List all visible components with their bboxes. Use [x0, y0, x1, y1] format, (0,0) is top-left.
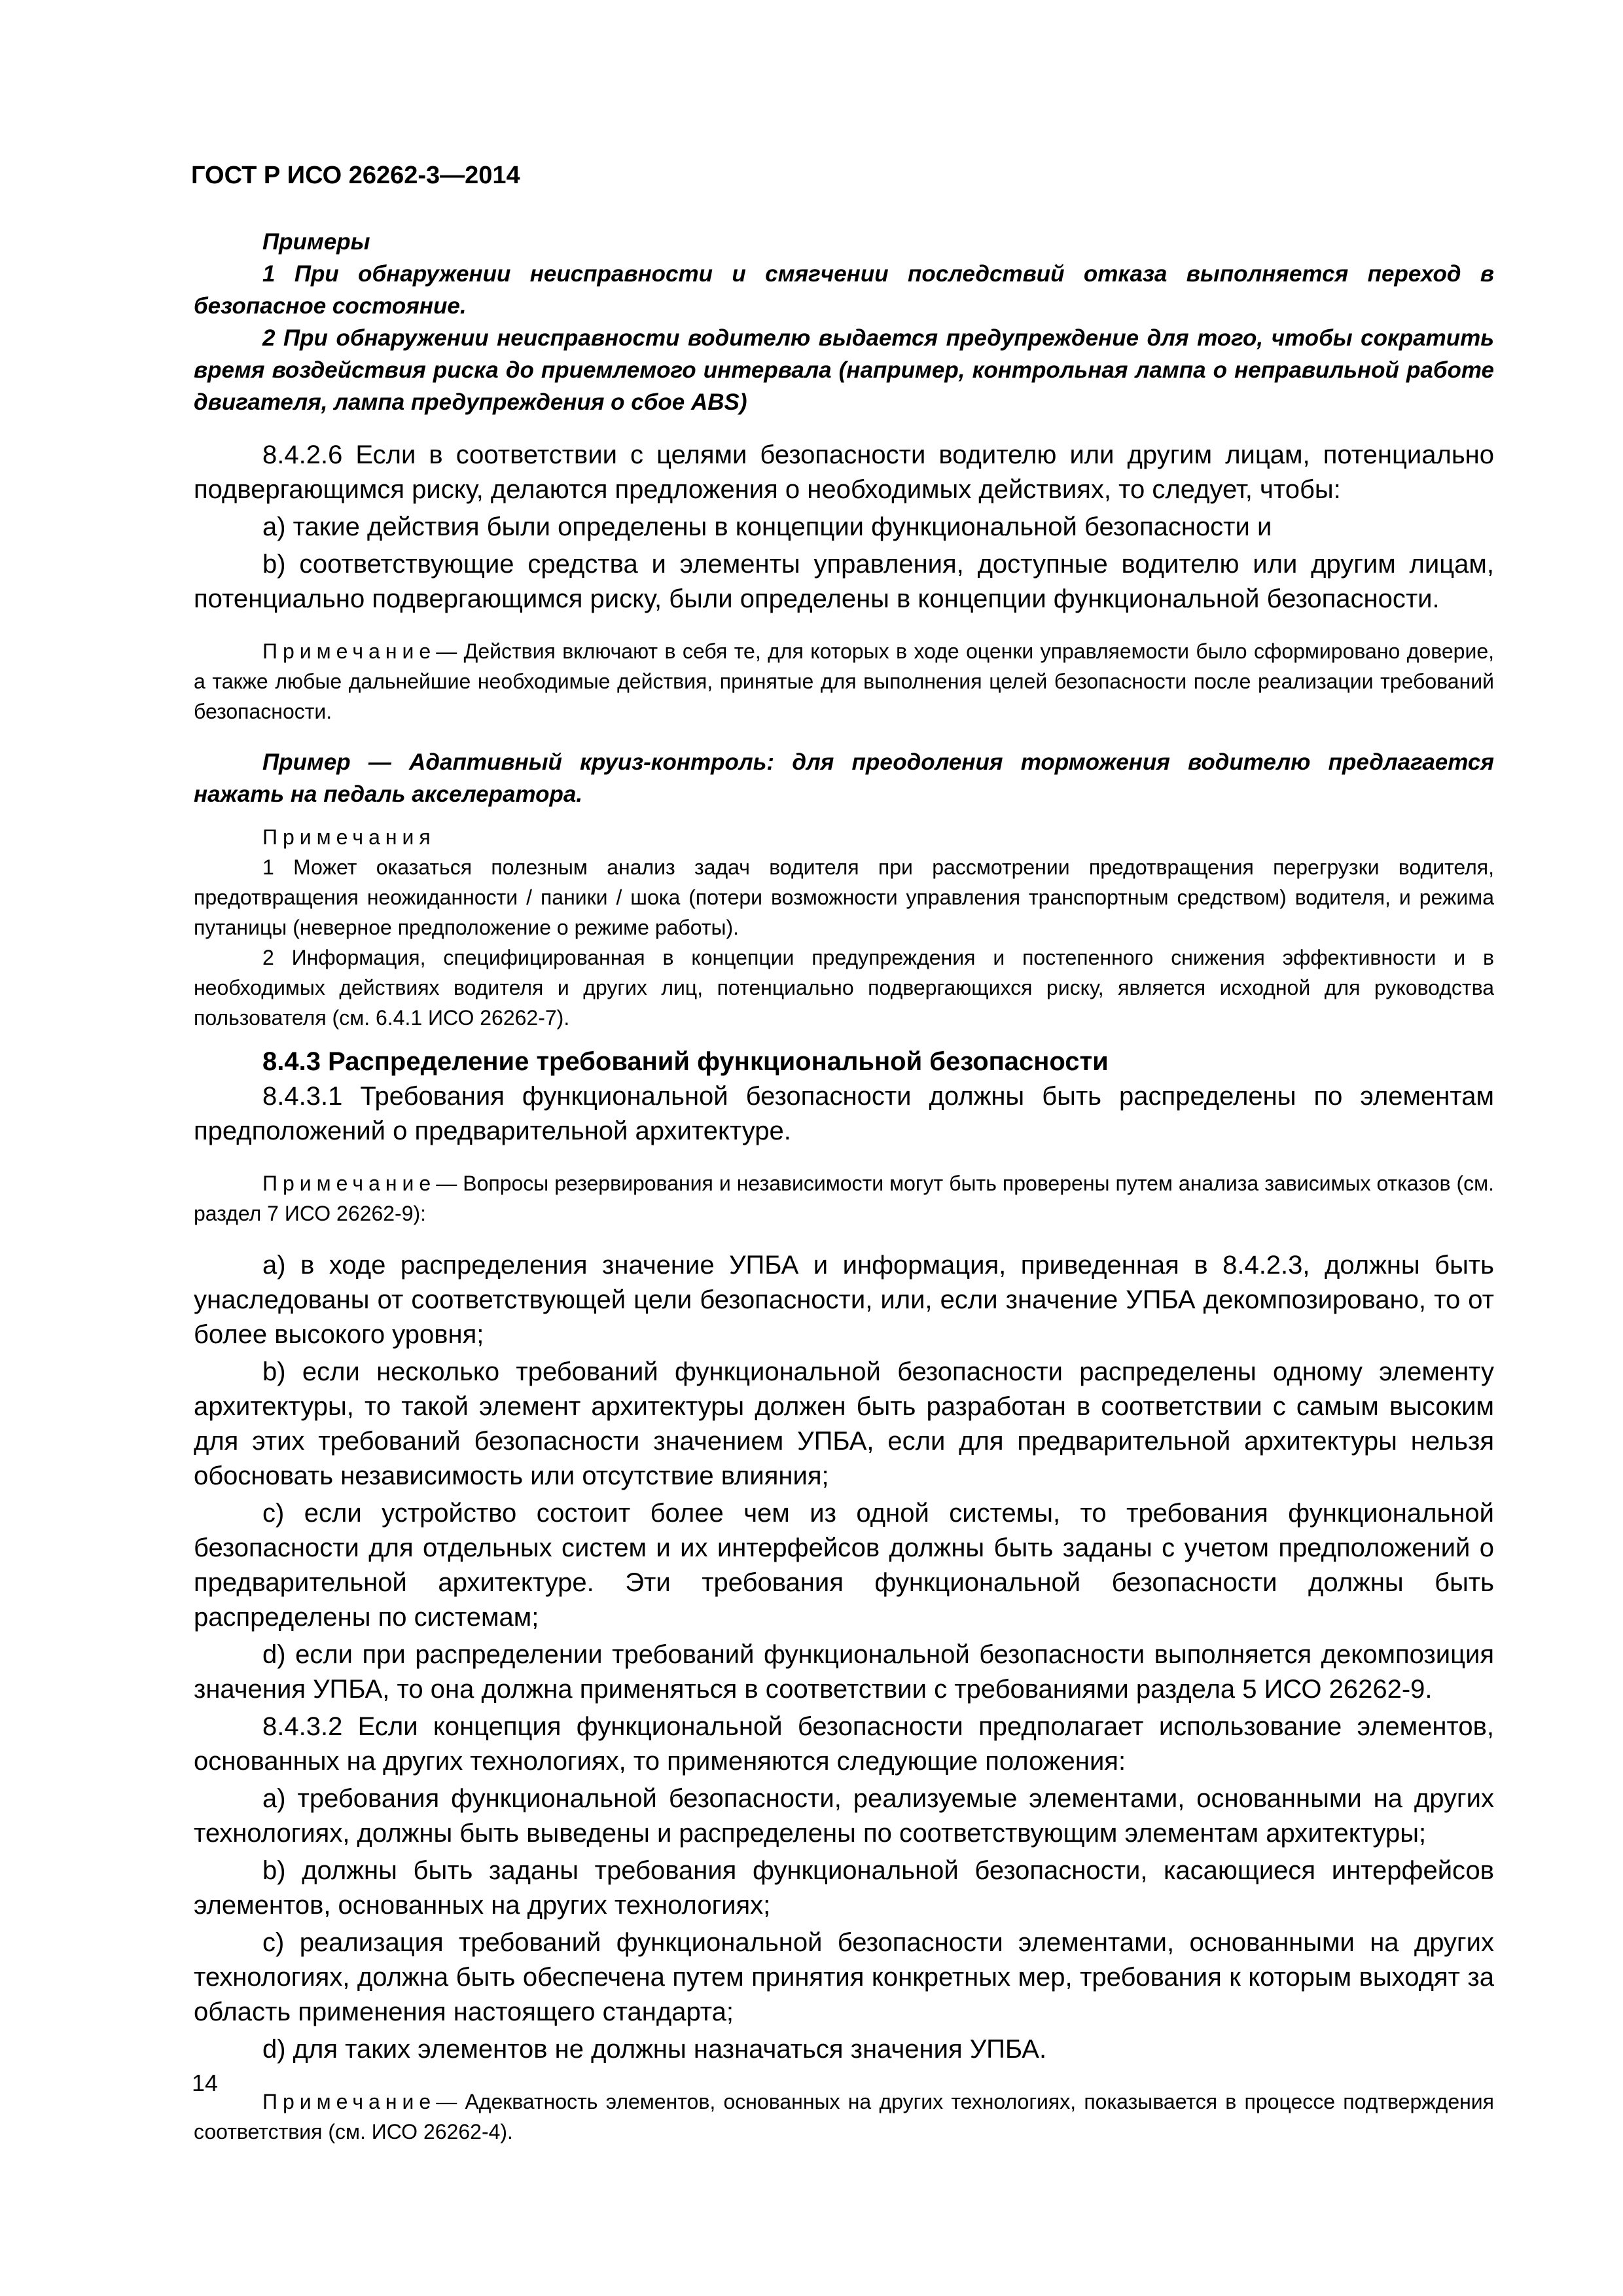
examples-title: Примеры [262, 229, 370, 255]
clause-8-4-3-1-item-d: d) если при распределении требований функциональной безопасности выполняется декомпозиция значения УПБА, то она должна применяться в соответствии с требованиями раздела 5 ИСО 26262-9. [194, 1640, 1494, 1704]
clause-8-4-3-2-item-a: a) требования функциональной безопасности, реализуемые элементами, основанными на других технологиях, должны быть выведены и распределены по соответствующим элементам архитектуры; [194, 1784, 1494, 1848]
clause-8-4-2-6: 8.4.2.6 Если в соответствии с целями безопасности водителю или другим лицам, потенциально подвергающимся риску, делаются предложения о необходимых действиях, то следует, чтобы: [194, 440, 1494, 504]
clause-8-4-3-2-item-b: b) должны быть заданы требования функциональной безопасности, касающиеся интерфейсов элементов, основанных на других технологиях; [194, 1856, 1494, 1920]
note-text: — Адекватность элементов, основанных на других технологиях, показывается в процессе подтверждения соответствия (см. ИСО 26262-4). [194, 2090, 1494, 2144]
example-item-2: 2 При обнаружении неисправности водителю выдается предупреждение для того, чтобы сократить время воздействия риска до приемлемого интервала (например, контрольная лампа о неправильной работе двигателя, лампа предупреждения о сбое ABS) [194, 325, 1494, 415]
note-other-technologies [194, 2087, 1494, 2147]
note-label: Примечание [262, 639, 437, 663]
clause-8-4-2-6-item-a: a) такие действия были определены в концепции функциональной безопасности и [262, 512, 1272, 541]
clause-8-4-3-1-item-c: c) если устройство состоит более чем из одной системы, то требования функциональной безопасности для отдельных систем и их интерфейсов должны быть заданы с учетом предположений о предварительной архитектуре. Эти требования функциональной безопасности должны быть распределены по системам; [194, 1499, 1494, 1632]
clause-8-4-3-2-item-d: d) для таких элементов не должны назначаться значения УПБА. [262, 2035, 1047, 2064]
clause-8-4-3-1-item-a: a) в ходе распределения значение УПБА и информация, приведенная в 8.4.2.3, должны быть унаследованы от соответствующей цели безопасности, или, если значение УПБА декомпозировано, то от более высокого уровня; [194, 1251, 1494, 1349]
clause-8-4-3-1-item-b: b) если несколько требований функциональной безопасности распределены одному элементу архитектуры, то такой элемент архитектуры должен быть разработан в соответствии с самым высоким для этих требований безопасности значением УПБА, если для предварительной архитектуры нельзя обосновать независимость или отсутствие влияния; [194, 1357, 1494, 1490]
document-header: ГОСТ Р ИСО 26262-3—2014 [191, 162, 520, 189]
note-text: — Вопросы резервирования и независимости могут быть проверены путем анализа зависимых отказов (см. раздел 7 ИСО 26262-9): [194, 1172, 1494, 1225]
note-text: — Действия включают в себя те, для которых в ходе оценки управляемости было сформировано доверие, а также любые дальнейшие необходимые действия, принятые для выполнения целей безопасности после реализации требований безопасности. [194, 639, 1494, 723]
document-body [194, 226, 1494, 2147]
note-actions [194, 636, 1494, 726]
clause-8-4-3-2: 8.4.3.2 Если концепция функциональной безопасности предполагает использование элементов, основанных на других технологиях, то применяются следующие положения: [194, 1712, 1494, 1776]
example-item-1: 1 При обнаружении неисправности и смягчении последствий отказа выполняется переход в безопасное состояние. [194, 261, 1494, 319]
clause-8-4-3-1: 8.4.3.1 Требования функциональной безопасности должны быть распределены по элементам предположений о предварительной архитектуре. [194, 1082, 1494, 1145]
example-adaptive-cruise-control: Пример — Адаптивный круиз-контроль: для преодоления торможения водителю предлагается нажать на педаль акселератора. [194, 749, 1494, 807]
note-label: Примечание [262, 2090, 437, 2113]
note-item-2: 2 Информация, специфицированная в концепции предупреждения и постепенного снижения эффективности и в необходимых действиях водителя и других лиц, потенциально подвергающихся риску, является исходной для руководства пользователя (см. 6.4.1 ИСО 26262-7). [194, 946, 1494, 1030]
note-redundancy [194, 1168, 1494, 1229]
notes-title: Примечания [262, 825, 436, 849]
note-item-1: 1 Может оказаться полезным анализ задач водителя при рассмотрении предотвращения перегрузки водителя, предотвращения неожиданности / паники / шока (потери возможности управления транспортным средством) водителя, и режима путаницы (неверное предположение о режиме работы). [194, 855, 1494, 939]
page-number: 14 [192, 2070, 219, 2096]
clause-8-4-2-6-item-b: b) соответствующие средства и элементы управления, доступные водителю или другим лицам, потенциально подвергающимся риску, были определены в концепции функциональной безопасности. [194, 550, 1494, 613]
note-label: Примечание [262, 1172, 437, 1195]
clause-8-4-3-2-item-c: c) реализация требований функциональной безопасности элементами, основанными на других технологиях, должна быть обеспечена путем принятия конкретных мер, требования к которым выходят за область применения настоящего стандарта; [194, 1928, 1494, 2026]
section-heading-8-4-3: 8.4.3 Распределение требований функциональной безопасности [262, 1047, 1109, 1076]
